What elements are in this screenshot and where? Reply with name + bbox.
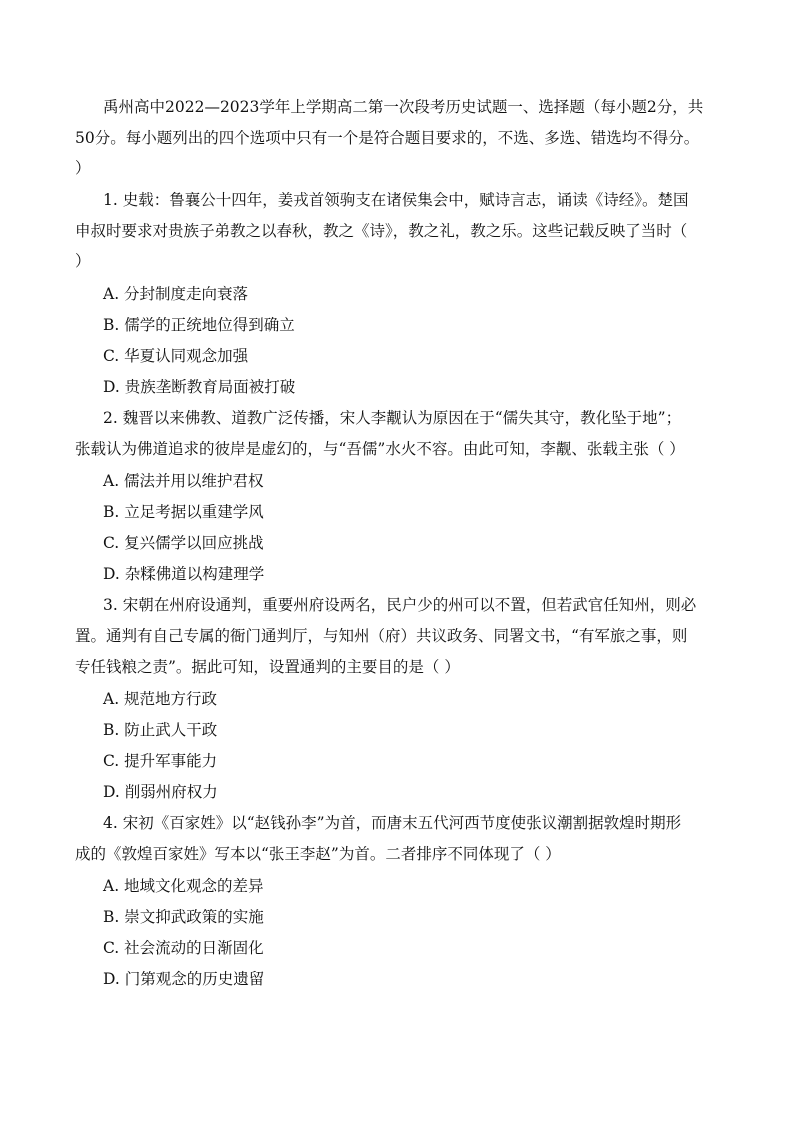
q4-stem-line: 4. 宋初《百家姓》以“赵钱孙李”为首，而唐末五代河西节度使张议潮割据敦煌时期形: [103, 814, 682, 832]
q4-option-d: D. 门第观念的历史遗留: [103, 970, 265, 988]
q1-stem-line: 申叔时要求对贵族子弟教之以春秋，教之《诗》，教之礼，教之乐。这些记载反映了当时（: [75, 222, 688, 240]
q1-stem-line: ）: [75, 252, 91, 270]
q3-option-c: C. 提升军事能力: [103, 752, 218, 770]
q2-stem-line: 2. 魏晋以来佛教、道教广泛传播，宋人李觏认为原因在于“儒失其守，教化坠于地”；: [103, 409, 682, 427]
q1-option-d: D. 贵族垄断教育局面被打破: [103, 378, 296, 396]
q1-option-b: B. 儒学的正统地位得到确立: [103, 316, 295, 334]
q2-option-b: B. 立足考据以重建学风: [103, 503, 264, 521]
q3-stem-line: 专任钱粮之责”。据此可知，设置通判的主要目的是（ ）: [75, 658, 460, 676]
q1-option-a: A. 分封制度走向衰落: [103, 285, 249, 303]
q4-stem-line: 成的《敦煌百家姓》写本以“张王李赵”为首。二者排序不同体现了（ ）: [75, 845, 561, 863]
q2-stem-line: 张载认为佛道追求的彼岸是虚幻的，与“吾儒”水火不容。由此可知，李觏、张载主张（ ）: [75, 440, 685, 458]
q3-option-b: B. 防止武人干政: [103, 721, 218, 739]
q3-option-a: A. 规范地方行政: [103, 690, 218, 708]
q2-option-a: A. 儒法并用以维护君权: [103, 472, 264, 490]
instructions-end: ）: [75, 159, 91, 177]
q2-option-c: C. 复兴儒学以回应挑战: [103, 534, 264, 552]
q1-option-c: C. 华夏认同观念加强: [103, 347, 249, 365]
q4-option-c: C. 社会流动的日渐固化: [103, 939, 264, 957]
q3-stem-line: 3. 宋朝在州府设通判，重要州府设两名，民户少的州可以不置，但若武官任知州，则必: [103, 596, 697, 614]
exam-title-line: 禹州高中2022—2023学年上学期高二第一次段考历史试题一、选择题（每小题2分，共: [103, 98, 704, 116]
q3-stem-line: 置。通判有自己专属的衙门通判厅，与知州（府）共议政务、同署文书，“有军旅之事，则: [75, 627, 688, 645]
instructions-line: 50分。每小题列出的四个选项中只有一个是符合题目要求的，不选、多选、错选均不得分。: [75, 129, 700, 147]
q4-option-a: A. 地域文化观念的差异: [103, 877, 264, 895]
q4-option-b: B. 崇文抑武政策的实施: [103, 908, 264, 926]
q3-option-d: D. 削弱州府权力: [103, 783, 218, 801]
q2-option-d: D. 杂糅佛道以构建理学: [103, 565, 265, 583]
q1-stem-line: 1. 史载：鲁襄公十四年，姜戎首领驹支在诸侯集会中，赋诗言志，诵读《诗经》。楚国: [103, 191, 689, 209]
